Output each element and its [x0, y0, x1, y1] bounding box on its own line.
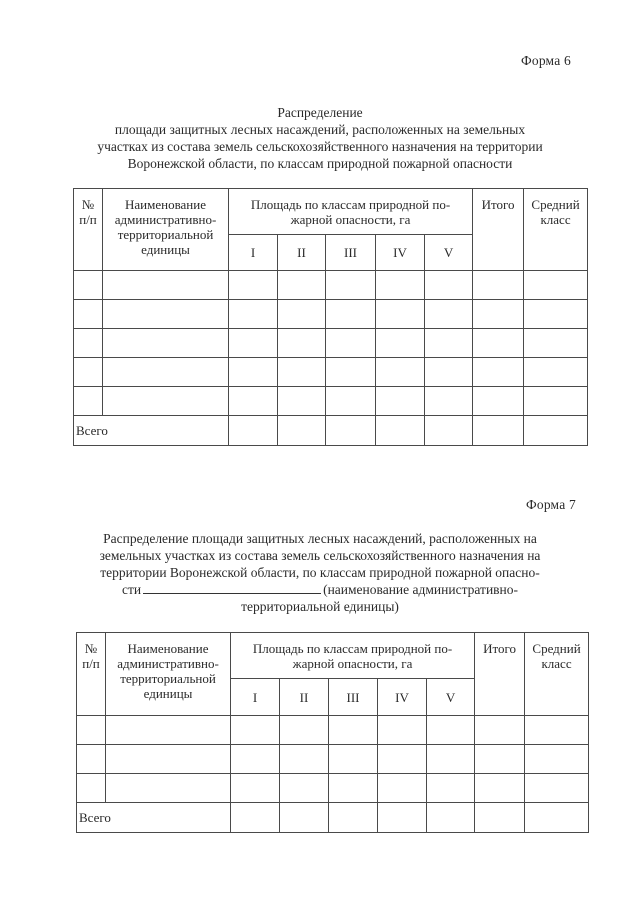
header-name [103, 189, 229, 271]
header-name-line: единицы [143, 686, 193, 701]
cell[interactable] [103, 271, 229, 300]
cell[interactable] [326, 300, 376, 329]
cell[interactable] [278, 358, 326, 387]
cell[interactable] [473, 358, 524, 387]
cell[interactable] [425, 271, 473, 300]
cell[interactable] [376, 271, 425, 300]
cell[interactable] [376, 387, 425, 416]
form6-title-line: Воронежской области, по классам природной пожарной опасности [127, 156, 513, 171]
cell[interactable] [376, 358, 425, 387]
header-avg [524, 189, 588, 271]
form7-table [76, 632, 589, 833]
cell[interactable] [77, 716, 106, 745]
form6-title [40, 104, 600, 172]
cell[interactable] [427, 745, 475, 774]
cell[interactable] [231, 745, 280, 774]
cell[interactable] [473, 416, 524, 446]
cell[interactable] [524, 329, 588, 358]
form6-title-line: участках из состава земель сельскохозяйственного назначения на территории [97, 139, 543, 154]
header-num-line: № [84, 641, 98, 656]
header-num [77, 633, 106, 716]
header-name-line: Наименование [127, 641, 209, 656]
cell[interactable] [473, 329, 524, 358]
header-num-line: п/п [79, 212, 97, 227]
cell[interactable] [103, 387, 229, 416]
unit-name-blank[interactable] [143, 582, 321, 594]
cell[interactable] [326, 329, 376, 358]
form7-title-line4-start: сти [121, 582, 142, 597]
total-row-label: Всего [74, 416, 229, 446]
cell[interactable] [231, 716, 280, 745]
form7-title-line-4 [40, 581, 600, 598]
cell[interactable] [231, 803, 280, 833]
cell[interactable] [525, 803, 589, 833]
class-header: I [231, 679, 280, 716]
cell[interactable] [378, 716, 427, 745]
cell[interactable] [427, 716, 475, 745]
form6-table [73, 188, 588, 446]
cell[interactable] [329, 745, 378, 774]
header-area [229, 189, 473, 235]
cell[interactable] [229, 300, 278, 329]
table-row [74, 329, 588, 358]
cell[interactable] [427, 774, 475, 803]
table-row [74, 300, 588, 329]
cell[interactable] [524, 387, 588, 416]
form7-title-line: территории Воронежской области, по классам природной пожарной опасно- [100, 565, 540, 580]
cell[interactable] [326, 387, 376, 416]
cell[interactable] [278, 387, 326, 416]
header-name-line: единицы [141, 242, 190, 257]
class-header: IV [376, 235, 425, 271]
table-row [77, 716, 589, 745]
header-area-line: жарной опасности, га [292, 656, 413, 671]
header-avg-line: Средний [532, 641, 581, 656]
cell[interactable] [106, 774, 231, 803]
header-num-line: п/п [82, 656, 100, 671]
class-header: III [326, 235, 376, 271]
header-avg-line: класс [541, 656, 572, 671]
cell[interactable] [378, 774, 427, 803]
cell[interactable] [280, 745, 329, 774]
cell[interactable] [425, 358, 473, 387]
header-total-text: Итого [483, 641, 516, 656]
total-row [77, 803, 589, 833]
table-row [74, 358, 588, 387]
cell[interactable] [524, 300, 588, 329]
class-header: II [278, 235, 326, 271]
cell[interactable] [229, 416, 278, 446]
header-total [473, 189, 524, 271]
header-total [475, 633, 525, 716]
class-header: IV [378, 679, 427, 716]
cell[interactable] [229, 271, 278, 300]
header-avg [525, 633, 589, 716]
header-name [106, 633, 231, 716]
cell[interactable] [278, 416, 326, 446]
cell[interactable] [106, 716, 231, 745]
header-total-text: Итого [481, 197, 515, 212]
cell[interactable] [74, 329, 103, 358]
form7-title-line-5: территориальной единицы) [241, 599, 399, 614]
cell[interactable] [427, 803, 475, 833]
cell[interactable] [378, 745, 427, 774]
table-row [74, 271, 588, 300]
header-name-line: территориальной [117, 227, 214, 242]
table-row [77, 774, 589, 803]
cell[interactable] [329, 774, 378, 803]
cell[interactable] [473, 271, 524, 300]
header-name-line: Наименование [125, 197, 206, 212]
cell[interactable] [524, 358, 588, 387]
cell[interactable] [326, 416, 376, 446]
class-header: V [427, 679, 475, 716]
cell[interactable] [473, 300, 524, 329]
form7-title-line4-end: (наименование административно- [323, 582, 519, 597]
cell[interactable] [77, 745, 106, 774]
form6-title-line: Распределение [277, 105, 363, 120]
cell[interactable] [326, 271, 376, 300]
cell[interactable] [74, 387, 103, 416]
cell[interactable] [425, 329, 473, 358]
cell[interactable] [376, 416, 425, 446]
cell[interactable] [329, 716, 378, 745]
cell[interactable] [524, 271, 588, 300]
header-area-line: Площадь по классам природной по- [250, 197, 451, 212]
cell[interactable] [278, 300, 326, 329]
total-row [74, 416, 588, 446]
cell[interactable] [74, 358, 103, 387]
cell[interactable] [475, 745, 525, 774]
header-area-line: жарной опасности, га [290, 212, 411, 227]
cell[interactable] [280, 803, 329, 833]
cell[interactable] [280, 716, 329, 745]
cell[interactable] [74, 300, 103, 329]
table-row [77, 745, 589, 774]
header-avg-line: класс [540, 212, 571, 227]
cell[interactable] [229, 329, 278, 358]
cell[interactable] [329, 803, 378, 833]
cell[interactable] [77, 774, 106, 803]
class-header: III [329, 679, 378, 716]
cell[interactable] [231, 774, 280, 803]
cell[interactable] [473, 387, 524, 416]
header-name-line: административно- [117, 656, 219, 671]
cell[interactable] [278, 329, 326, 358]
cell[interactable] [376, 300, 425, 329]
form6-title-line: площади защитных лесных насаждений, расположенных на земельных [114, 122, 526, 137]
cell[interactable] [326, 358, 376, 387]
form7-title [40, 530, 600, 615]
cell[interactable] [425, 387, 473, 416]
cell[interactable] [280, 774, 329, 803]
cell[interactable] [525, 774, 589, 803]
form7-title-line: земельных участках из состава земель сельскохозяйственного назначения на [99, 548, 541, 563]
form7-title-line: Распределение площади защитных лесных насаждений, расположенных на [103, 531, 537, 546]
class-header: II [280, 679, 329, 716]
cell[interactable] [106, 745, 231, 774]
cell[interactable] [475, 803, 525, 833]
cell[interactable] [475, 774, 525, 803]
cell[interactable] [103, 358, 229, 387]
cell[interactable] [229, 387, 278, 416]
cell[interactable] [425, 416, 473, 446]
header-name-line: административно- [114, 212, 217, 227]
cell[interactable] [103, 329, 229, 358]
cell[interactable] [74, 271, 103, 300]
cell[interactable] [475, 716, 525, 745]
class-header: I [229, 235, 278, 271]
cell[interactable] [524, 416, 588, 446]
header-name-line: территориальной [120, 671, 216, 686]
header-num [74, 189, 103, 271]
cell[interactable] [103, 300, 229, 329]
cell[interactable] [525, 745, 589, 774]
total-row-label: Всего [77, 803, 231, 833]
header-avg-line: Средний [531, 197, 580, 212]
header-num-line: № [81, 197, 95, 212]
cell[interactable] [376, 329, 425, 358]
table-row [74, 387, 588, 416]
header-area [231, 633, 475, 679]
cell[interactable] [278, 271, 326, 300]
form6-label: Форма 6 [521, 53, 571, 68]
class-header: V [425, 235, 473, 271]
header-area-line: Площадь по классам природной по- [252, 641, 453, 656]
form7-label: Форма 7 [526, 497, 576, 512]
cell[interactable] [229, 358, 278, 387]
cell[interactable] [378, 803, 427, 833]
cell[interactable] [525, 716, 589, 745]
cell[interactable] [425, 300, 473, 329]
